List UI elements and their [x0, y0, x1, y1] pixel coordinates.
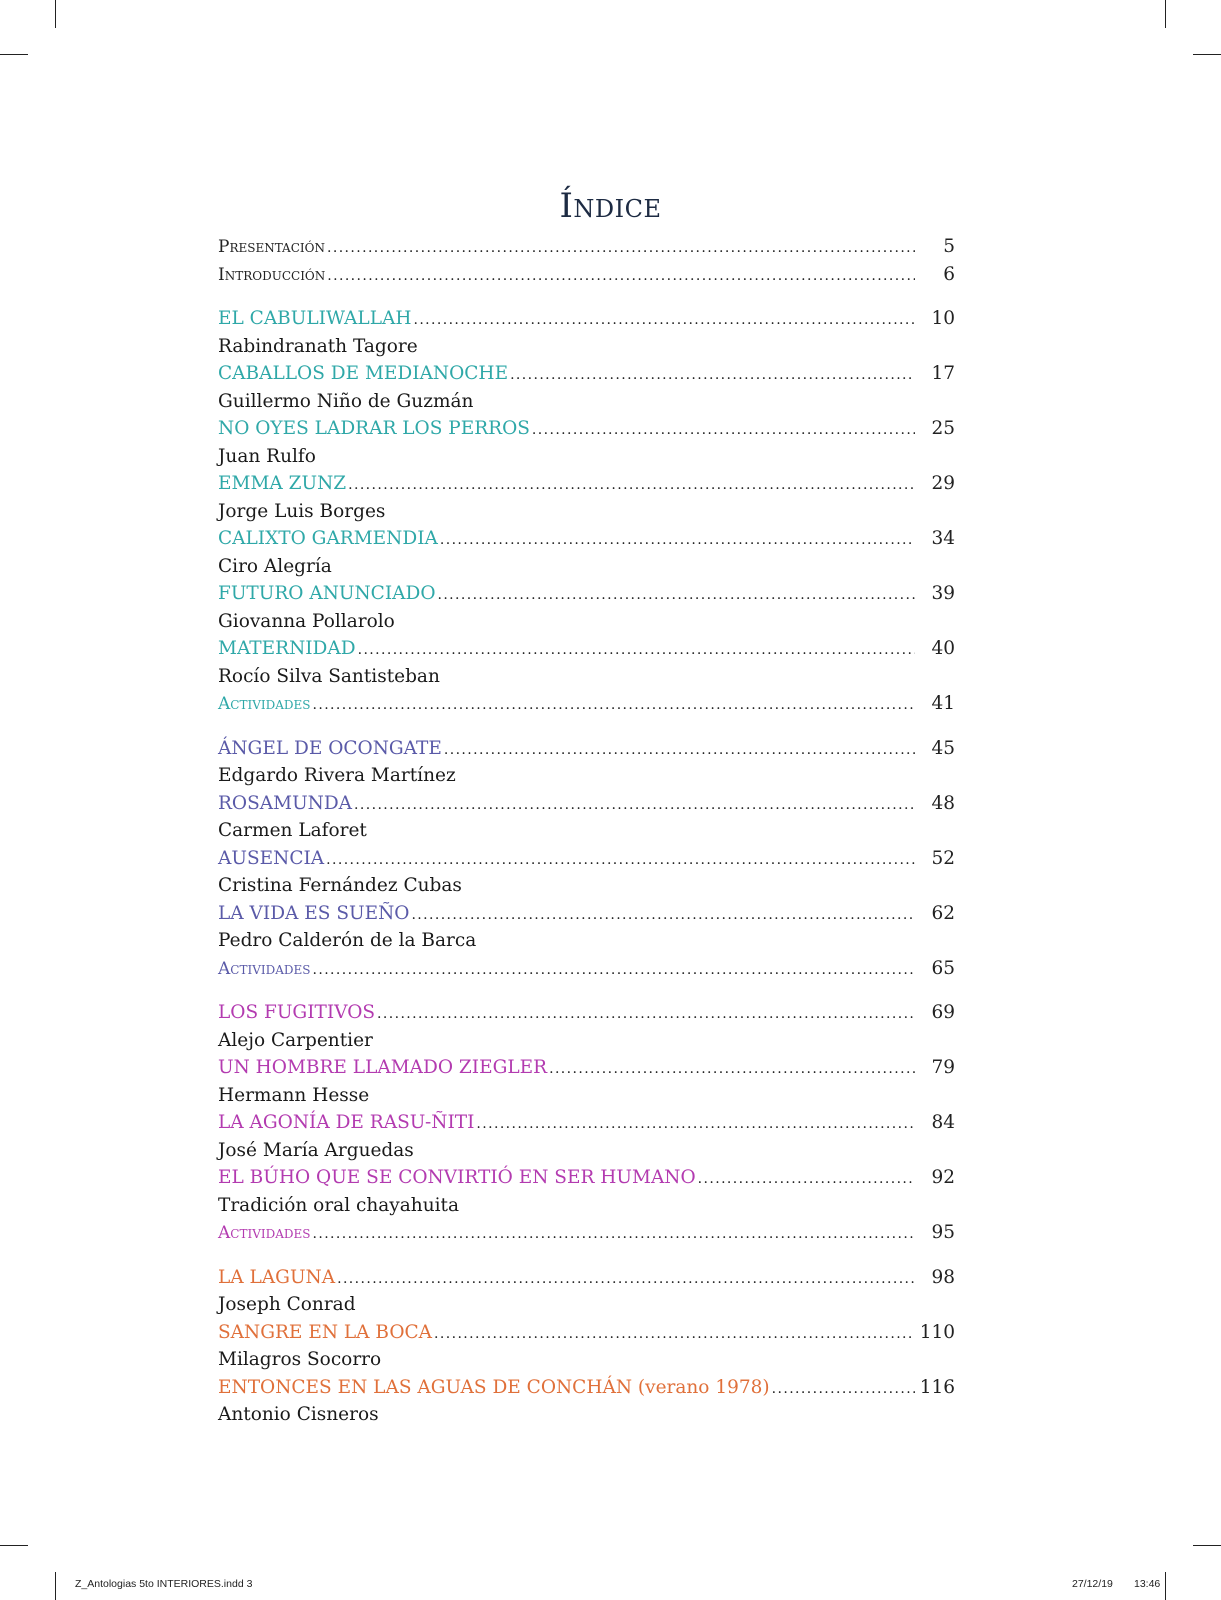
toc-entry-page: 62	[931, 902, 955, 924]
dot-leader	[510, 362, 915, 389]
page-title: Índice	[559, 186, 662, 226]
toc-entry	[218, 1164, 955, 1191]
toc-entry-author: Milagros Socorro	[218, 1349, 382, 1370]
toc-entry-title: LA AGONÍA DE RASU-ÑITI	[218, 1112, 475, 1133]
toc-entry-page: 69	[931, 1002, 955, 1023]
toc-entry-author: Ciro Alegría	[218, 555, 332, 577]
toc-entry-title: LA VIDA ES SUEÑO	[218, 902, 410, 924]
toc-entry-page: 110	[919, 1321, 955, 1343]
toc-entry	[218, 845, 955, 872]
toc-entry-page: 29	[931, 473, 955, 494]
toc-entry-author: Joseph Conrad	[218, 1294, 356, 1315]
dot-leader	[358, 637, 915, 664]
dot-leader	[413, 307, 915, 334]
dot-leader	[772, 1376, 915, 1403]
toc-activities-title: Actividades	[218, 1223, 311, 1243]
dot-leader	[313, 957, 916, 984]
toc-entry-title: CALIXTO GARMENDIA	[218, 528, 438, 549]
dot-leader	[437, 582, 915, 609]
dot-leader	[444, 737, 915, 764]
toc-activities-page: 95	[931, 1222, 955, 1243]
toc-entry-author: Pedro Calderón de la Barca	[218, 930, 477, 951]
toc-activities	[218, 690, 955, 717]
toc-activities-page: 41	[931, 693, 955, 714]
crop-mark-bottom-right	[1165, 1572, 1166, 1600]
crop-mark-top-right	[1165, 0, 1166, 28]
toc-entry	[218, 1319, 955, 1346]
toc-entry	[218, 1109, 955, 1136]
dot-leader	[354, 792, 915, 819]
dot-leader	[313, 1221, 916, 1248]
toc-entry-author: Antonio Cisneros	[218, 1404, 379, 1425]
toc-front-0-title: Presentación	[218, 237, 325, 257]
toc-entry	[218, 1264, 955, 1291]
toc-entry	[218, 999, 955, 1026]
toc-entry-page: 98	[931, 1266, 955, 1288]
dot-leader	[313, 692, 916, 719]
dot-leader	[549, 1056, 915, 1083]
toc-entry-page: 92	[931, 1167, 955, 1188]
dot-leader	[698, 1166, 915, 1193]
toc-entry-title: ROSAMUNDA	[218, 792, 353, 814]
toc-entry-title: SANGRE EN LA BOCA	[218, 1321, 433, 1343]
toc-entry-author: Carmen Laforet	[218, 820, 367, 841]
toc-entry-author: Jorge Luis Borges	[218, 500, 386, 522]
toc-entry-title: ENTONCES EN LAS AGUAS DE CONCHÁN	[218, 1376, 633, 1398]
toc-entry-page: 45	[931, 737, 955, 759]
toc-entry	[218, 360, 955, 387]
toc-entry-title: EL BÚHO QUE SE CONVIRTIÓ EN SER HUMANO	[218, 1167, 696, 1188]
crop-mark-bottom-left	[55, 1572, 56, 1600]
toc-entry-page: 10	[931, 308, 955, 329]
toc-entry-author: Rabindranath Tagore	[218, 335, 418, 357]
toc-front-1-title: Introducción	[218, 264, 326, 285]
dot-leader	[327, 235, 915, 262]
toc-entry-subtitle: (verano 1978)	[637, 1376, 770, 1398]
toc-entry-title: ÁNGEL DE OCONGATE	[218, 737, 442, 759]
toc-entry-page: 39	[931, 583, 955, 604]
toc-entry-title: FUTURO ANUNCIADO	[218, 583, 436, 604]
toc-entry-author: Rocío Silva Santisteban	[218, 665, 440, 687]
toc-activities	[218, 955, 955, 982]
toc-entry-title: NO OYES LADRAR LOS PERROS	[218, 418, 530, 439]
toc-entry	[218, 305, 955, 332]
toc-front-1-page: 6	[943, 263, 955, 285]
dot-leader	[337, 1266, 915, 1293]
toc-entry-page: 25	[931, 418, 955, 439]
toc-entry	[218, 1374, 955, 1401]
toc-entry-author: Cristina Fernández Cubas	[218, 875, 462, 896]
dot-leader	[326, 847, 915, 874]
toc-entry	[218, 900, 955, 927]
crop-mark-bottom-left-h	[0, 1545, 28, 1546]
toc-entry-page: 52	[931, 847, 955, 869]
toc-entry-page: 116	[919, 1376, 955, 1398]
dot-leader	[434, 1321, 915, 1348]
dot-leader	[327, 263, 915, 290]
toc-entry	[218, 735, 955, 762]
toc-entry-author: Edgardo Rivera Martínez	[218, 765, 456, 786]
crop-mark-bottom-right-h	[1193, 1545, 1221, 1546]
toc-entry-title: EL CABULIWALLAH	[218, 308, 412, 329]
toc-front-1	[218, 261, 955, 288]
toc-entry-page: 40	[931, 638, 955, 659]
toc-entry	[218, 580, 955, 607]
toc-entry	[218, 790, 955, 817]
toc-activities-title: Actividades	[218, 958, 311, 979]
footer-file-name: Z_Antologias 5to INTERIORES.indd 3	[75, 1578, 253, 1590]
dot-leader	[348, 472, 915, 499]
footer-date: 27/12/19	[1072, 1578, 1113, 1590]
dot-leader	[440, 527, 915, 554]
dot-leader	[377, 1001, 915, 1028]
toc-entry-author: Hermann Hesse	[218, 1084, 370, 1106]
toc-entry-title: LOS FUGITIVOS	[218, 1002, 376, 1023]
toc-entry	[218, 415, 955, 442]
crop-mark-top-right-h	[1193, 54, 1221, 55]
toc-entry-page: 17	[931, 363, 955, 384]
footer-time: 13:46	[1134, 1578, 1161, 1590]
toc-entry-title: AUSENCIA	[218, 847, 325, 869]
toc-entry	[218, 470, 955, 497]
toc-entry-page: 79	[931, 1057, 955, 1078]
toc-entry-title: EMMA ZUNZ	[218, 473, 347, 494]
toc-entry	[218, 635, 955, 662]
toc-entry-author: Tradición oral chayahuita	[218, 1194, 459, 1216]
toc-front-0	[218, 233, 955, 260]
toc-entry-title: UN HOMBRE LLAMADO ZIEGLER	[218, 1057, 548, 1078]
toc-entry-page: 84	[931, 1112, 955, 1133]
dot-leader	[532, 417, 915, 444]
toc-entry-author: Giovanna Pollarolo	[218, 610, 395, 632]
toc-entry-title: CABALLOS DE MEDIANOCHE	[218, 363, 509, 384]
toc-entry	[218, 1054, 955, 1081]
dot-leader	[411, 902, 915, 929]
toc-entry-title: MATERNIDAD	[218, 638, 356, 659]
toc-front-0-page: 5	[943, 236, 955, 257]
crop-mark-top-left	[55, 0, 56, 28]
toc-entry-title: LA LAGUNA	[218, 1266, 336, 1288]
toc-entry-page: 48	[931, 792, 955, 814]
toc-activities-title: Actividades	[218, 694, 311, 714]
crop-mark-top-left-h	[0, 54, 28, 55]
toc-entry-page: 34	[931, 528, 955, 549]
toc-entry-author: Juan Rulfo	[218, 445, 316, 467]
toc-entry-author: José María Arguedas	[218, 1139, 414, 1161]
toc-entry	[218, 525, 955, 552]
toc-entry-author: Guillermo Niño de Guzmán	[218, 390, 474, 412]
toc-activities-page: 65	[931, 957, 955, 979]
dot-leader	[476, 1111, 915, 1138]
toc-entry-author: Alejo Carpentier	[218, 1029, 373, 1051]
toc-activities	[218, 1219, 955, 1246]
